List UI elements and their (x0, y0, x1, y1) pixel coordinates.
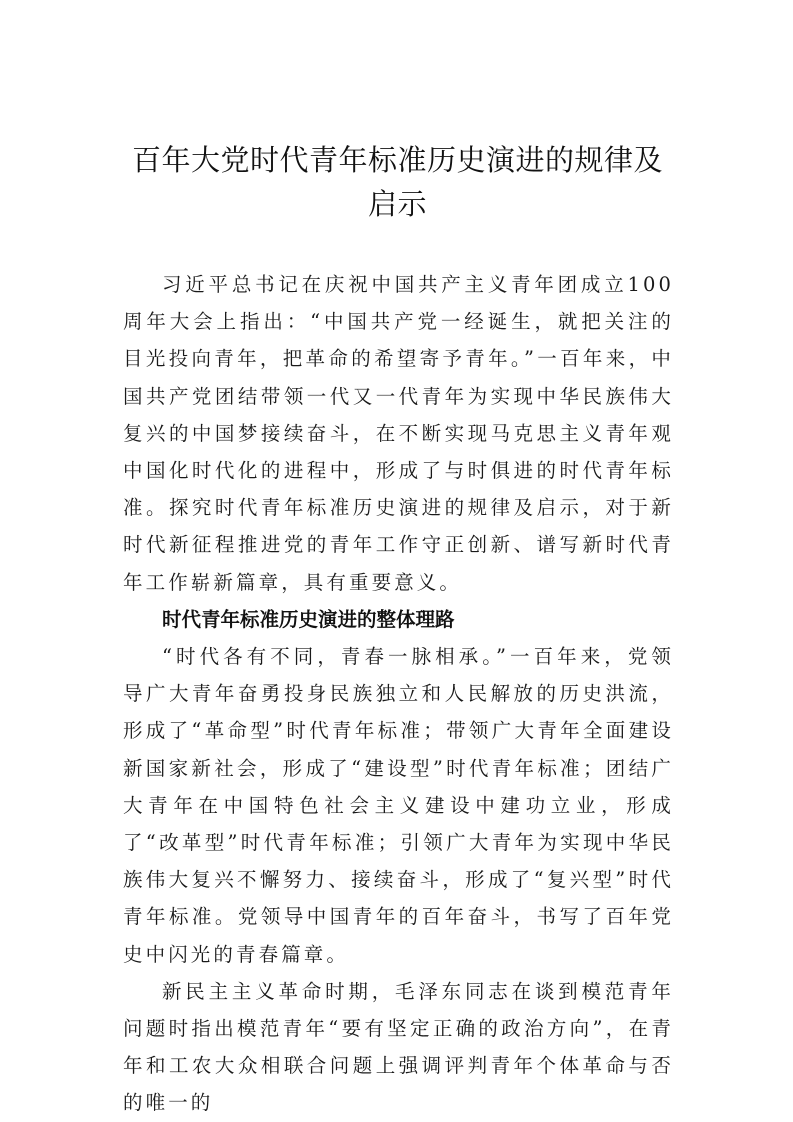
document-body (123, 266, 674, 1122)
document-title: 百年大党时代青年标准历史演进的规律及启示 (131, 143, 663, 221)
section-heading: 时代青年标准历史演进的整体理路 (162, 607, 455, 631)
paragraph-intro: 习近平总书记在庆祝中国共产主义青年团成立100周年大会上指出：“中国共产党一经诞生，就把关注的目光投向青年，把革命的希望寄予青年。”一百年来，中国共产党团结带领一代又一代青年为实现中华民族伟大复兴的中国梦接续奋斗，在不断实现马克思主义青年观中国化时代化的进程中，形成了与时俱进的时代青年标准。探究时代青年标准历史演进的规律及启示，对于新时代新征程推进党的青年工作守正创新、谱写新时代青年工作崭新篇章，具有重要意义。 (123, 273, 674, 594)
paragraph-new-democratic: 新民主主义革命时期，毛泽东同志在谈到模范青年问题时指出模范青年“要有坚定正确的政治方向”，在青年和工农大众相联合问题上强调评判青年个体革命与否的唯一的 (123, 979, 674, 1115)
paragraph-overview: “时代各有不同，青春一脉相承。”一百年来，党领导广大青年奋勇投身民族独立和人民解放的历史洪流，形成了“革命型”时代青年标准；带领广大青年全面建设新国家新社会，形成了“建设型”时代青年标准；团结广大青年在中国特色社会主义建设中建功立业，形成了“改革型”时代青年标准；引领广大青年为实现中华民族伟大复兴不懈努力、接续奋斗，形成了“复兴型”时代青年标准。党领导中国青年的百年奋斗，书写了百年党史中闪光的青春篇章。 (123, 645, 674, 966)
